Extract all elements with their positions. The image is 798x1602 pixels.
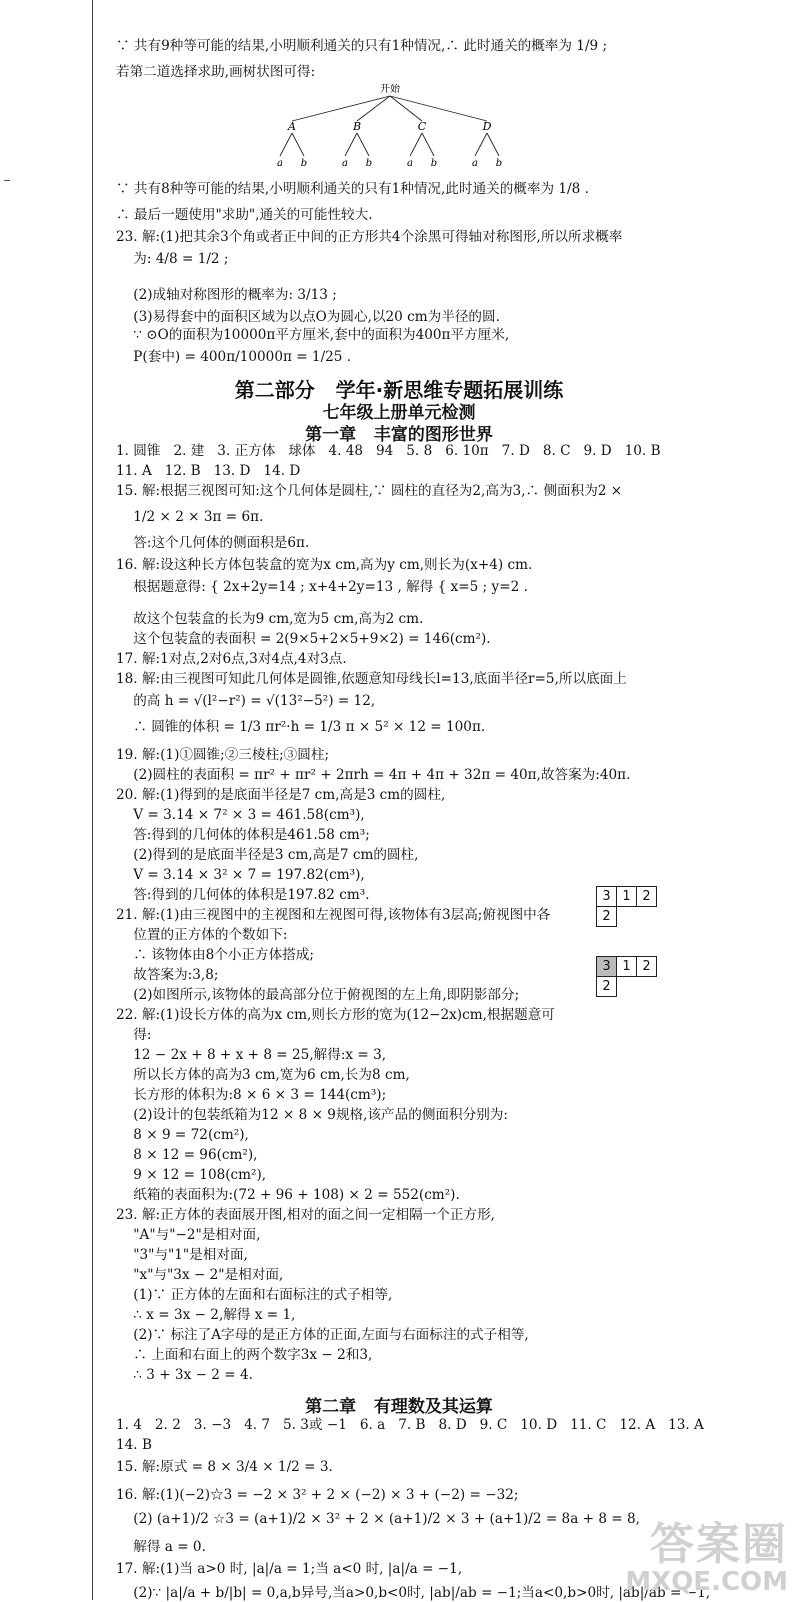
text-line: (2) (a+1)/2 ☆3 = (a+1)/2 × 3² + 2 × (a+1)/2 × 3 + (a+1)/2 = 8a + 8 = 8,	[116, 1511, 640, 1527]
grid-empty	[637, 977, 657, 997]
tree-leaf-branch	[357, 133, 369, 156]
text-line: V = 3.14 × 7² × 3 = 461.58(cm³),	[116, 807, 365, 823]
text-line: 答:得到的几何体的体积是461.58 cm³;	[116, 827, 370, 843]
watermark-text: 答案圈	[650, 1519, 788, 1570]
text-line: 若第二道选择求助,画树状图可得:	[116, 64, 316, 80]
grid-empty	[617, 907, 637, 927]
top-view-shaded-grid	[596, 956, 657, 997]
text-line: 16. 解:设这种长方体包装盒的宽为x cm,高为y cm,则长为(x+4) cm.	[116, 557, 533, 573]
text-line: V = 3.14 × 3² × 7 = 197.82(cm³),	[116, 867, 365, 883]
text-line: ∴ x = 3x − 2,解得 x = 1,	[116, 1307, 296, 1323]
text-line: 答:这个几何体的侧面积是6π.	[116, 535, 310, 551]
tree-leaf-label: a	[472, 158, 478, 169]
tree-branch	[292, 96, 390, 121]
top-view-count-grid	[596, 886, 657, 927]
tree-leaf-label: b	[300, 158, 308, 169]
tree-leaf-branch	[345, 133, 357, 156]
watermark-logo	[625, 1519, 788, 1597]
text-line: (1)∵ 正方体的左面和右面标注的式子相等,	[116, 1287, 393, 1303]
grid-cell: 1	[617, 887, 637, 907]
tree-leaf-label: b	[430, 158, 438, 169]
text-line: (2)得到的是底面半径是3 cm,高是7 cm的圆柱,	[116, 847, 419, 863]
grid-cell: 2	[597, 907, 617, 927]
text-line: 14. B	[116, 1437, 152, 1453]
text-line: ∴ 最后一题使用"求助",通关的可能性较大.	[116, 207, 373, 223]
grid-cell: 3	[597, 957, 617, 977]
text-line: ∴ 圆锥的体积 = 1/3 πr²·h = 1/3 π × 5² × 12 = 100π.	[116, 719, 486, 735]
text-line: 19. 解:(1)①圆锥;②三棱柱;③圆柱;	[116, 747, 330, 763]
grid-empty	[637, 907, 657, 927]
text-line: 22. 解:(1)设长方体的高为x cm,则长方形的宽为(12−2x)cm,根据题意可	[116, 1007, 555, 1023]
tree-diagram	[260, 84, 520, 176]
text-line: ∵ 共有9种等可能的结果,小明顺利通关的只有1种情况,∴ 此时通关的概率为 1/9 ;	[116, 38, 608, 54]
chapter1-heading: 第一章 丰富的图形世界	[305, 425, 493, 445]
text-line: 16. 解:(1)(−2)☆3 = −2 × 3² + 2 × (−2) × 3 + (−2) = −32;	[116, 1487, 519, 1503]
tree-branch	[390, 96, 487, 121]
grid-cell: 2	[637, 887, 657, 907]
text-line: (3)易得套中的面积区域为以点O为圆心,以20 cm为半径的圆.	[116, 309, 500, 325]
grid-cell: 3	[597, 887, 617, 907]
text-line: 所以长方体的高为3 cm,宽为6 cm,长为8 cm,	[116, 1067, 410, 1083]
text-line: ∴ 3 + 3x − 2 = 4.	[116, 1367, 253, 1383]
tree-leaf-branch	[487, 133, 499, 156]
text-line: ∵ ⊙O的面积为10000π平方厘米,套中的面积为400π平方厘米,	[116, 327, 510, 343]
tree-leaf-label: a	[342, 158, 348, 169]
text-line: 17. 解:(1)当 a>0 时, |a|/a = 1;当 a<0 时, |a|/a = −1,	[116, 1561, 463, 1577]
text-line: 1/2 × 2 × 3π = 6π.	[116, 509, 264, 525]
text-line: (2)∵ 标注了A字母的是正方体的正面,左面与右面标注的式子相等,	[116, 1327, 529, 1343]
text-line: 23. 解:正方体的表面展开图,相对的面之间一定相隔一个正方形,	[116, 1207, 496, 1223]
text-line: 解得 a = 0.	[116, 1539, 206, 1555]
text-line: 这个包装盒的表面积 = 2(9×5+2×5+9×2) = 146(cm²).	[116, 631, 491, 647]
text-line: 11. A 12. B 13. D 14. D	[116, 463, 301, 479]
grade-heading: 七年级上册单元检测	[322, 403, 476, 423]
text-line: 长方形的体积为:8 × 6 × 3 = 144(cm³);	[116, 1087, 387, 1103]
grid-cell: 1	[617, 957, 637, 977]
margin-rule	[92, 0, 93, 1600]
text-line: 21. 解:(1)由三视图中的主视图和左视图可得,该物体有3层高;俯视图中各	[116, 907, 551, 923]
text-line: (2)设计的包装纸箱为12 × 8 × 9规格,该产品的侧面积分别为:	[116, 1107, 508, 1123]
tree-leaf-branch	[292, 133, 304, 156]
text-line: 的高 h = √(l²−r²) = √(13²−5²) = 12,	[116, 693, 376, 709]
text-line: 17. 解:1对点,2对6点,3对4点,4对3点.	[116, 651, 347, 667]
text-line: 答:得到的几何体的体积是197.82 cm³.	[116, 887, 370, 903]
text-line: 1. 圆锥 2. 建 3. 正方体 球体 4. 48 94 5. 8 6. 10π 7. D 8. C 9. D 10. B	[116, 443, 661, 459]
tree-root-label: 开始	[380, 84, 400, 95]
tree-leaf-branch	[280, 133, 292, 156]
text-line: ∴ 该物体由8个小正方体搭成;	[116, 947, 314, 963]
text-line: 15. 解:原式 = 8 × 3/4 × 1/2 = 3.	[116, 1459, 333, 1475]
tree-node-label: A	[288, 120, 296, 133]
tree-node-label: C	[417, 120, 427, 133]
watermark-url: MXQE.COM	[625, 1567, 788, 1597]
text-line: 9 × 12 = 108(cm²),	[116, 1167, 267, 1183]
text-line: 8 × 12 = 96(cm²),	[116, 1147, 258, 1163]
tree-leaf-branch	[410, 133, 422, 156]
text-line: 20. 解:(1)得到的是底面半径是7 cm,高是3 cm的圆柱,	[116, 787, 446, 803]
text-line: P(套中) = 400π/10000π = 1/25 .	[116, 349, 352, 365]
text-line: 15. 解:根据三视图可知:这个几何体是圆柱,∵ 圆柱的直径为2,高为3,∴ 侧面积为2 ×	[116, 483, 623, 499]
tree-leaf-label: a	[407, 158, 413, 169]
text-line: "3"与"1"是相对面,	[116, 1247, 248, 1263]
text-line: 12 − 2x + 8 + x + 8 = 25,解得:x = 3,	[116, 1047, 387, 1063]
tree-node-label: D	[482, 120, 492, 133]
part-heading: 第二部分 学年·新思维专题拓展训练	[234, 378, 564, 402]
chapter2-heading: 第二章 有理数及其运算	[305, 1397, 493, 1417]
text-line: 位置的正方体的个数如下:	[116, 927, 288, 943]
grid-empty	[617, 977, 637, 997]
text-line: 23. 解:(1)把其余3个角或者正中间的正方形共4个涂黑可得轴对称图形,所以所求概率	[116, 229, 623, 245]
tree-leaf-label: b	[495, 158, 503, 169]
text-line: 18. 解:由三视图可知此几何体是圆锥,依题意知母线长l=13,底面半径r=5,所以底面上	[116, 671, 627, 687]
text-line: 1. 4 2. 2 3. −3 4. 7 5. 3或 −1 6. a 7. B 8. D 9. C 10. D 11. C 12. A 13. A	[116, 1417, 704, 1433]
text-line: 8 × 9 = 72(cm²),	[116, 1127, 249, 1143]
tree-leaf-branch	[422, 133, 434, 156]
text-line: 纸箱的表面积为:(72 + 96 + 108) × 2 = 552(cm²).	[116, 1187, 460, 1203]
text-line: ∴ 上面和右面上的两个数字3x − 2和3,	[116, 1347, 373, 1363]
text-line: (2)如图所示,该物体的最高部分位于俯视图的左上角,即阴影部分;	[116, 987, 520, 1003]
grid-cell: 2	[597, 977, 617, 997]
margin-tick	[4, 180, 10, 181]
tree-node-label: B	[352, 120, 362, 133]
text-line: 为: 4/8 = 1/2 ;	[116, 251, 229, 267]
tree-leaf-branch	[475, 133, 487, 156]
text-line: 故这个包装盒的长为9 cm,宽为5 cm,高为2 cm.	[116, 611, 424, 627]
text-line: (2)成轴对称图形的概率为: 3/13 ;	[116, 287, 337, 303]
grid-cell: 2	[637, 957, 657, 977]
text-line: (2)∵ |a|/a + b/|b| = 0,a,b异号,当a>0,b<0时, |ab|/ab = −1;当a<0,b>0时, |ab|/ab = −1,	[116, 1585, 711, 1601]
text-line: ∵ 共有8种等可能的结果,小明顺利通关的只有1种情况,此时通关的概率为 1/8 .	[116, 181, 589, 197]
text-line: 根据题意得: { 2x+2y=14 ; x+4+2y=13 , 解得 { x=5 ; y=2 .	[116, 579, 528, 595]
tree-leaf-label: b	[365, 158, 373, 169]
text-line: "x"与"3x − 2"是相对面,	[116, 1267, 284, 1283]
text-line: 故答案为:3,8;	[116, 967, 219, 983]
text-line: 得:	[116, 1027, 152, 1043]
tree-leaf-label: a	[277, 158, 283, 169]
text-line: "A"与"−2"是相对面,	[116, 1227, 261, 1243]
text-line: (2)圆柱的表面积 = πr² + πr² + 2πrh = 4π + 4π + 32π = 40π,故答案为:40π.	[116, 767, 631, 783]
